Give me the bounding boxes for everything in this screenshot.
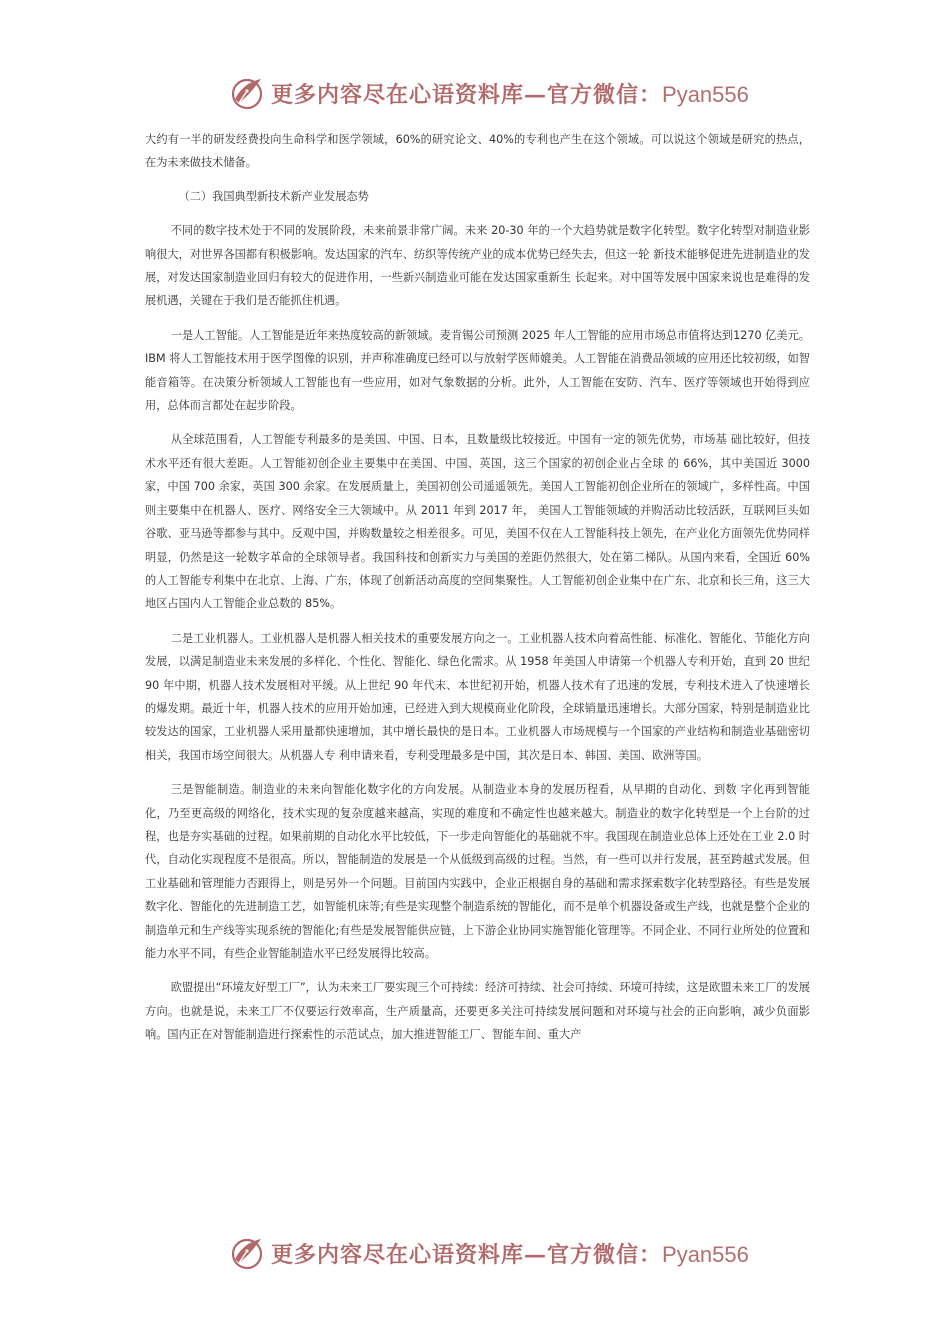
pen-nib-seal-icon xyxy=(227,1233,267,1273)
paragraph: 欧盟提出“环境友好型工厂”，认为未来工厂要实现三个可持续：经济可持续、社会可持续、环境可持续，这是欧盟未来工厂的发展方向。也就是说，未来工厂不仅要运行效率高，生产质量高，还要更多关注可持续发展问题和对环境与社会的正向影响，减少负面影响。国内正在对智能制造进行探索性的示范试点，加大推进智能工厂、智能车间、重大产 xyxy=(145,981,810,1042)
paragraph: 二是工业机器人。工业机器人是机器人相关技术的重要发展方向之一。工业机器人技术向着高性能、标准化、智能化、节能化方向发展，以满足制造业未来发展的多样化、个性化、智能化、绿色化需求。从 1958 年美国人申请第一个机器人专利开始，直到 20 世纪 90 年中期，机器人技术发展相对平缓。从上世纪 90 年代末、本世纪初开始，机器人技术有了迅速的发展，专利技术进入了快速增长的爆发期。最近十年，机器人技术的应用开始加速，已经进入到大规模商业化阶段，全球销量迅速增长。大部分国家，特别是制造业比较发达的国家，工业机器人采用量都快速增加，其中增长最快的是日本。工业机器人市场规模与一个国家的产业结构和制造业基础密切相关，我国市场空间很大。从机器人专 利申请来看，专利受理最多是中国，其次是日本、韩国、美国、欧洲等国。 xyxy=(145,631,810,762)
paragraph: 大约有一半的研发经费投向生命科学和医学领域，60%的研究论文、40%的专利也产生在这个领域。可以说这个领域是研究的热点，在为未来做技术储备。 xyxy=(145,133,810,170)
document-body xyxy=(145,128,810,1047)
pen-nib-seal-icon xyxy=(227,73,267,113)
banner-text: 更多内容尽在心语资料库—官方微信：Pyan556 xyxy=(271,1241,749,1268)
paragraph: 一是人工智能。人工智能是近年来热度较高的新领域。麦肯锡公司预测 2025 年人工智能的应用市场总市值将达到1270 亿美元。IBM 将人工智能技术用于医学图像的识别，并声称准确度已经可以与放射学医师媲美。人工智能在消费品领域的应用还比较初级，如智能音箱等。在决策分析领域人工智能也有一些应用，如对气象数据的分析。此外，人工智能在安防、汽车、医疗等领域也开始得到应用，总体而言都处在起步阶段。 xyxy=(145,328,810,413)
paragraph: 不同的数字技术处于不同的发展阶段，未来前景非常广阔。未来 20-30 年的一个大趋势就是数字化转型。数字化转型对制造业影响很大，对世界各国都有积极影响。发达国家的汽车、纺织等传统产业的成本优势已经失去，但这一轮 新技术能够促进先进制造业的发展，对发达国家制造业回归有较大的促进作用，一些新兴制造业可能在发达国家重新生 长起来。对中国等发展中国家来说也是难得的发展机遇，关键在于我们是否能抓住机遇。 xyxy=(145,224,810,308)
section-heading: （二）我国典型新技术新产业发展态势 xyxy=(178,189,369,203)
paragraph: 从全球范围看，人工智能专利最多的是美国、中国、日本，且数量级比较接近。中国有一定的领先优势，市场基 础比较好，但技术水平还有很大差距。人工智能初创企业主要集中在美国、中国、英国，这三个国家的初创企业占全球 的 66%，其中美国近 3000 家，中国 700 余家，英国 300 余家。在发展质量上，美国初创公司遥遥领先。美国人工智能初创企业所在的领域广，多样性高。中国则主要集中在机器人、医疗、网络安全三大领域中。从 2011 年到 2017 年， 美国人工智能领域的并购活动比较活跃，互联网巨头如谷歌、亚马逊等都参与其中。反观中国，并购数量较之相差很多。可见，美国不仅在人工智能科技上领先，在产业化方面领先优势同样明显，仍然是这一轮数字革命的全球领导者。我国科技和创新实力与美国的差距仍然很大，处在第二梯队。从国内来看，全国近 60%的人工智能专利集中在北京、上海、广东，体现了创新活动高度的空间集聚性。人工智能初创企业集中在广东、北京和长三角，这三大地区占国内人工智能企业总数的 85%。 xyxy=(145,433,810,611)
banner-brand: Pyan556 xyxy=(662,1241,749,1267)
banner-text: 更多内容尽在心语资料库—官方微信：Pyan556 xyxy=(271,81,749,108)
footer-watermark-banner xyxy=(227,1233,749,1273)
header-watermark-banner xyxy=(227,73,749,113)
banner-brand: Pyan556 xyxy=(662,81,749,107)
paragraph: 三是智能制造。制造业的未来向智能化数字化的方向发展。从制造业本身的发展历程看，从早期的自动化、到数 字化再到智能化，乃至更高级的网络化，技术实现的复杂度越来越高，实现的难度和不确定性也越来越大。制造业的数字化转型是一个上台阶的过程，也是夯实基础的过程。如果前期的自动化水平比较低，下一步走向智能化的基础就不牢。我国现在制造业总体上还处在工业 2.0 时代，自动化实现程度不是很高。所以，智能制造的发展是一个从低级到高级的过程。当然，有一些可以并行发展，甚至跨越式发展。但工业基础和管理能力否跟得上，则是另外一个问题。目前国内实践中，企业正根据自身的基础和需求探索数字化转型路径。有些是发展数字化、智能化的先进制造工艺，如智能机床等;有些是实现整个制造系统的智能化，而不是单个机器设备或生产线，也就是整个企业的制造单元和生产线等实现系统的智能化;有些是发展智能供应链，上下游企业协同实施智能化管理等。不同企业、不同行业所处的位置和能力水平不同，有些企业智能制造水平已经发展得比较高。 xyxy=(145,783,810,960)
